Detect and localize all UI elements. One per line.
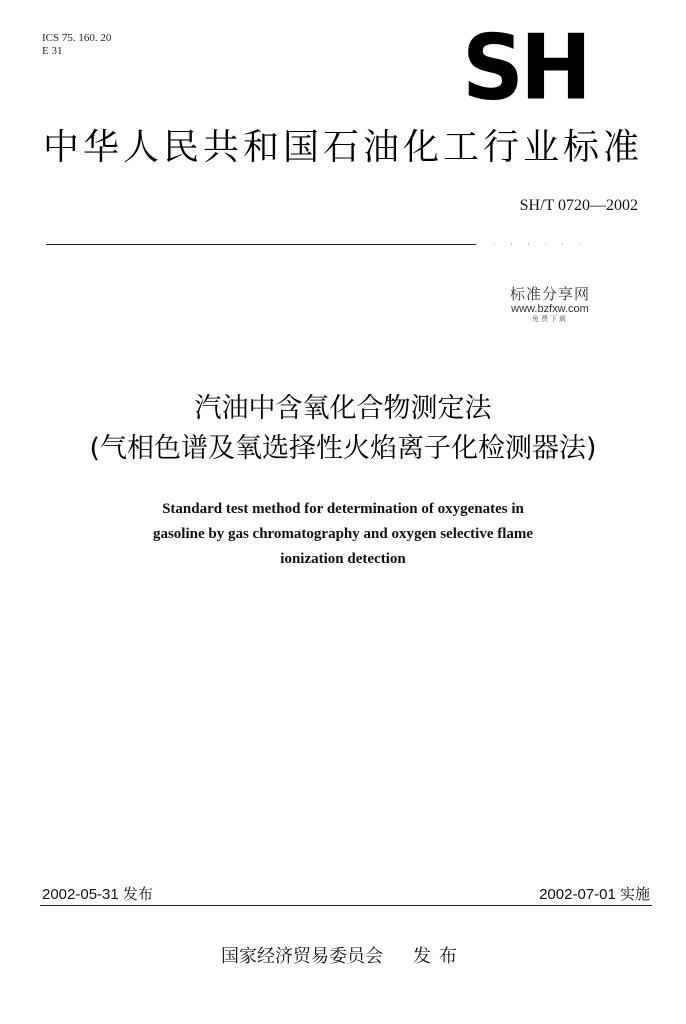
- publisher-name: 国家经济贸易委员会: [221, 946, 383, 967]
- english-title-line1: Standard test method for determination of oxygenates in: [162, 501, 524, 517]
- watermark-name: 标准分享网: [509, 285, 590, 303]
- watermark: [490, 286, 610, 324]
- issue-date: 2002-05-31 发布: [42, 886, 153, 903]
- english-title-line2: gasoline by gas chromatography and oxygen selective flame: [152, 526, 534, 542]
- classification-codes: [42, 32, 111, 58]
- watermark-url: www.bzfxw.com: [511, 303, 589, 315]
- document-title-line2: (气相色谱及氧选择性火焰离子化检测器法): [89, 433, 597, 464]
- category-code: E 31: [42, 45, 63, 57]
- watermark-subtitle: 免费下载: [532, 315, 568, 323]
- english-title-line3: ionization detection: [280, 551, 406, 567]
- english-title: [0, 497, 686, 572]
- standard-number: SH/T 0720—2002: [519, 197, 638, 214]
- effective-date: 2002-07-01 实施: [539, 886, 650, 903]
- publisher-action: 发布: [413, 946, 465, 967]
- bottom-divider: [40, 905, 652, 906]
- sh-logo: SH: [462, 15, 588, 121]
- top-divider: [46, 244, 476, 245]
- publisher-line: [0, 942, 686, 968]
- document-title-line1: 汽油中含氧化合物测定法: [194, 393, 492, 424]
- ics-code: ICS 75. 160. 20: [42, 32, 112, 44]
- standard-type-title: 中华人民共和国石油化工行业标准: [42, 127, 643, 168]
- top-divider-dots: · · · · · · ·: [476, 240, 588, 249]
- document-title: [0, 389, 686, 469]
